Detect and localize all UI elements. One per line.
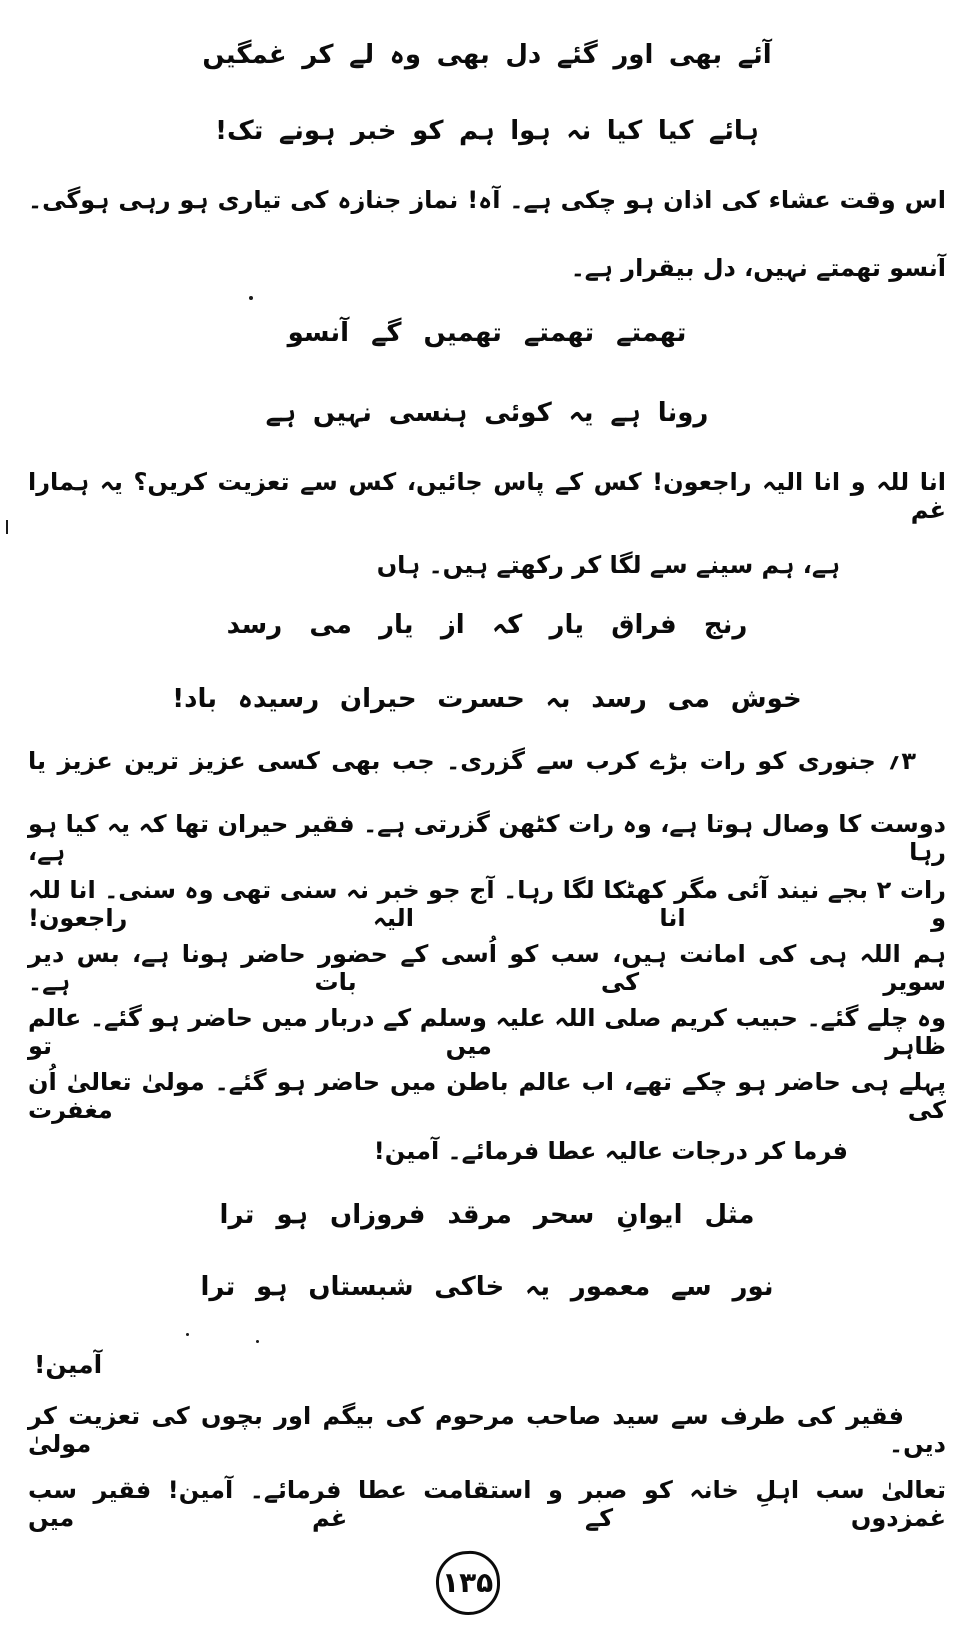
prose-line: وہ چلے گئے۔ حبیب کریم صلی اللہ علیہ وسلم کے دربار میں حاضر ہو گئے۔ عالم ظاہر میں تو <box>28 1004 946 1060</box>
page-number: ۱۳۵ <box>442 1566 494 1599</box>
verse-line: تھمتے تھمتے تھمیں گے آنسو <box>287 318 687 348</box>
ameen-line: آمین! <box>34 1350 103 1379</box>
prose-line: اس وقت عشاء کی اذان ہو چکی ہے۔ آہ! نماز جنازہ کی تیاری ہو رہی ہوگی۔ <box>28 186 946 214</box>
continuation-line: ہے، ہم سینے سے لگا کر رکھتے ہیں۔ ہاں <box>376 551 840 579</box>
prose-line: پہلے ہی حاضر ہو چکے تھے، اب عالم باطن میں حاضر ہو گئے۔ مولیٰ تعالیٰ اُن کی مغفرت <box>28 1068 946 1124</box>
scan-speck <box>6 520 8 534</box>
verse-line: رنج فراق یار کہ از یار می رسد <box>226 610 748 640</box>
continuation-line: آنسو تھمتے نہیں، دل بیقرار ہے۔ <box>570 254 946 282</box>
prose-line: ۳؍ جنوری کو رات بڑے کرب سے گزری۔ جب بھی کسی عزیز ترین عزیز یا <box>28 747 916 775</box>
prose-line: انا للہ و انا الیہ راجعون! کس کے پاس جائیں، کس سے تعزیت کریں؟ یہ ہمارا غم <box>28 468 946 524</box>
prose-line: تعالیٰ سب اہلِ خانہ کو صبر و استقامت عطا فرمائے۔ آمین! فقیر سب غمزدوں کے غم میں <box>28 1476 946 1532</box>
continuation-line: فرما کر درجات عالیہ عطا فرمائے۔ آمین! <box>373 1137 848 1165</box>
verse-line: آئے بھی اور گئے دل بھی وہ لے کر غمگیں <box>202 40 772 70</box>
verse-line: ہائے کیا کیا نہ ہوا ہم کو خبر ہونے تک! <box>215 116 759 146</box>
page-number-ornament <box>434 1549 501 1616</box>
verse-line: نور سے معمور یہ خاکی شبستاں ہو ترا <box>200 1272 774 1302</box>
prose-line: فقیر کی طرف سے سید صاحب مرحوم کی بیگم اور بچوں کی تعزیت کر دیں۔ مولیٰ <box>28 1402 946 1458</box>
verse-line: رونا ہے یہ کوئی ہنسی نہیں ہے <box>265 398 709 428</box>
verse-line: خوش می رسد بہ حسرت حیران رسیدہ باد! <box>172 684 802 714</box>
scan-speck <box>249 296 253 300</box>
scan-speck <box>186 1333 189 1336</box>
prose-line: ہم اللہ ہی کی امانت ہیں، سب کو اُسی کے حضور حاضر ہونا ہے، بس دیر سویر کی بات ہے۔ <box>28 940 946 996</box>
scan-speck <box>256 1340 259 1343</box>
prose-line: رات ۲ بجے نیند آئی مگر کھٹکا لگا رہا۔ آج جو خبر نہ سنی تھی وہ سنی۔ انا للہ و انا الیہ راجعون! <box>28 876 946 932</box>
verse-line: مثل ایوانِ سحر مرقد فروزاں ہو ترا <box>219 1200 755 1230</box>
prose-line: دوست کا وصال ہوتا ہے، وہ رات کٹھن گزرتی ہے۔ فقیر حیران تھا کہ یہ کیا ہو رہا ہے، <box>28 810 946 866</box>
